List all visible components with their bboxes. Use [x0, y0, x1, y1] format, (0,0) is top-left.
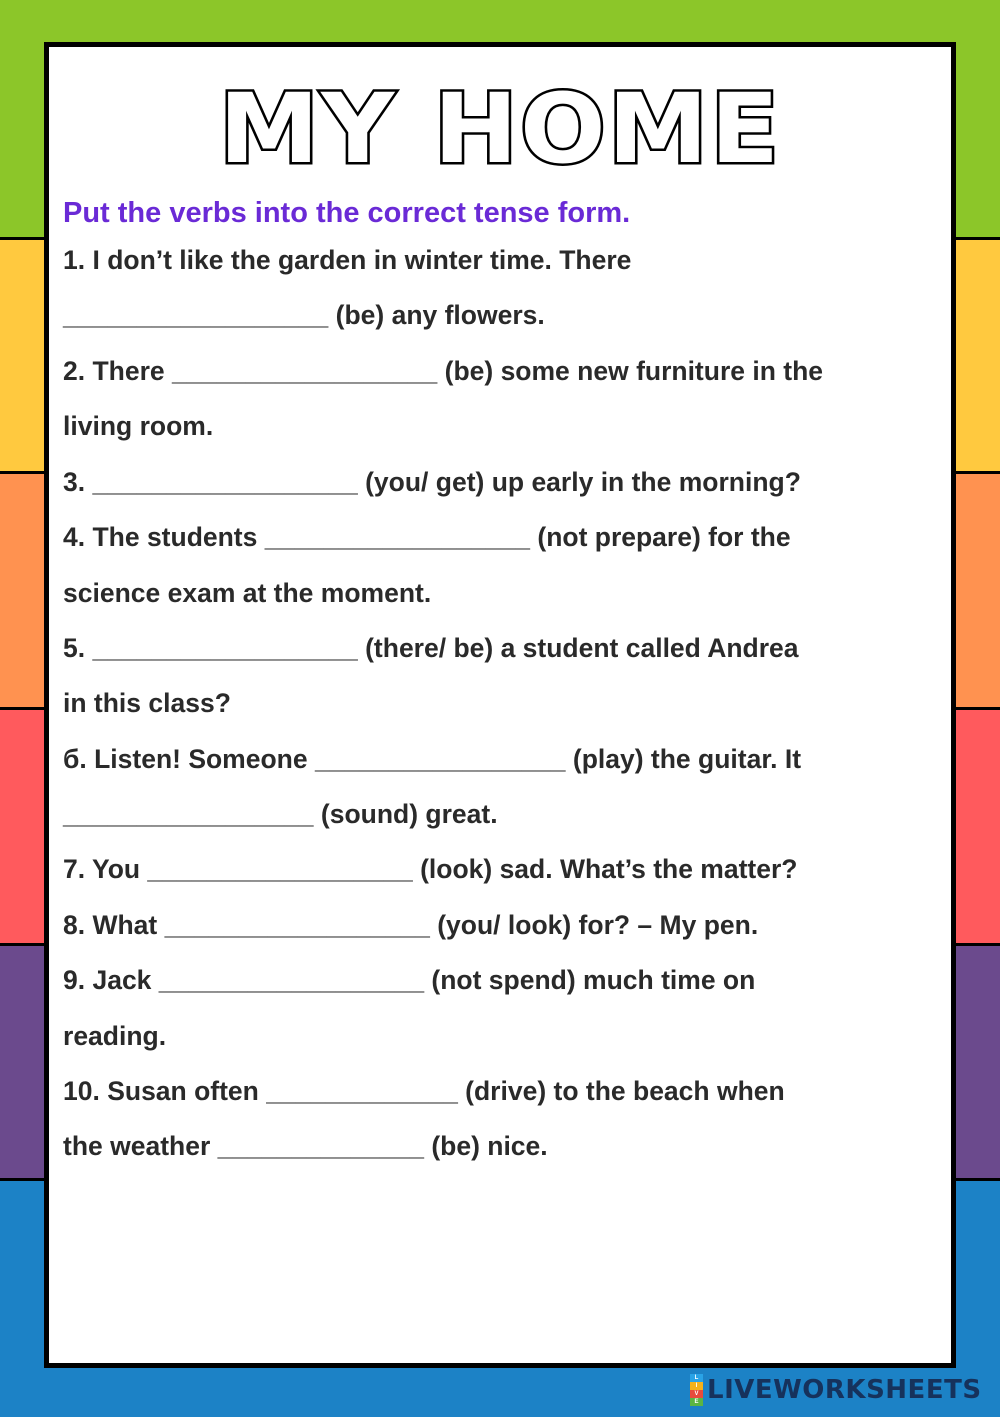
liveworksheets-logo-icon [690, 1374, 703, 1406]
logo-letter: L [690, 1374, 703, 1382]
exercise-line: 1. I don’t like the garden in winter time. There [63, 245, 632, 275]
exercise-line: б. Listen! Someone _________________ (play) the guitar. It [63, 744, 802, 774]
exercise-line: the weather ______________ (be) nice. [63, 1131, 548, 1161]
logo-letter: V [690, 1390, 703, 1398]
brand-name: LIVEWORKSHEETS [707, 1375, 982, 1405]
exercise-line: 4. The students __________________ (not prepare) for the [63, 522, 791, 552]
exercise-line: 9. Jack __________________ (not spend) much time on [63, 965, 756, 995]
worksheet-sheet [44, 42, 956, 1368]
exercise-line: 10. Susan often _____________ (drive) to the beach when [63, 1076, 785, 1106]
exercise-line: living room. [63, 411, 214, 441]
exercise-line: 5. __________________ (there/ be) a student called Andrea [63, 633, 799, 663]
exercise-line: __________________ (be) any flowers. [63, 300, 545, 330]
exercise-line: 2. There __________________ (be) some new furniture in the [63, 356, 824, 386]
logo-letter: I [690, 1382, 703, 1390]
exercise-line: in this class? [63, 688, 231, 718]
page-title: MY HOME [218, 73, 782, 185]
exercise-line: 7. You __________________ (look) sad. What’s the matter? [63, 854, 798, 884]
instruction-text: Put the verbs into the correct tense form. [63, 197, 631, 229]
exercise-line: 8. What __________________ (you/ look) for? – My pen. [63, 910, 759, 940]
exercise-line: science exam at the moment. [63, 578, 432, 608]
liveworksheets-brand [690, 1374, 982, 1406]
logo-letter: E [690, 1398, 703, 1406]
exercise-line: 3. __________________ (you/ get) up early in the morning? [63, 467, 801, 497]
exercise-line: reading. [63, 1021, 167, 1051]
exercise-line: _________________ (sound) great. [63, 799, 498, 829]
